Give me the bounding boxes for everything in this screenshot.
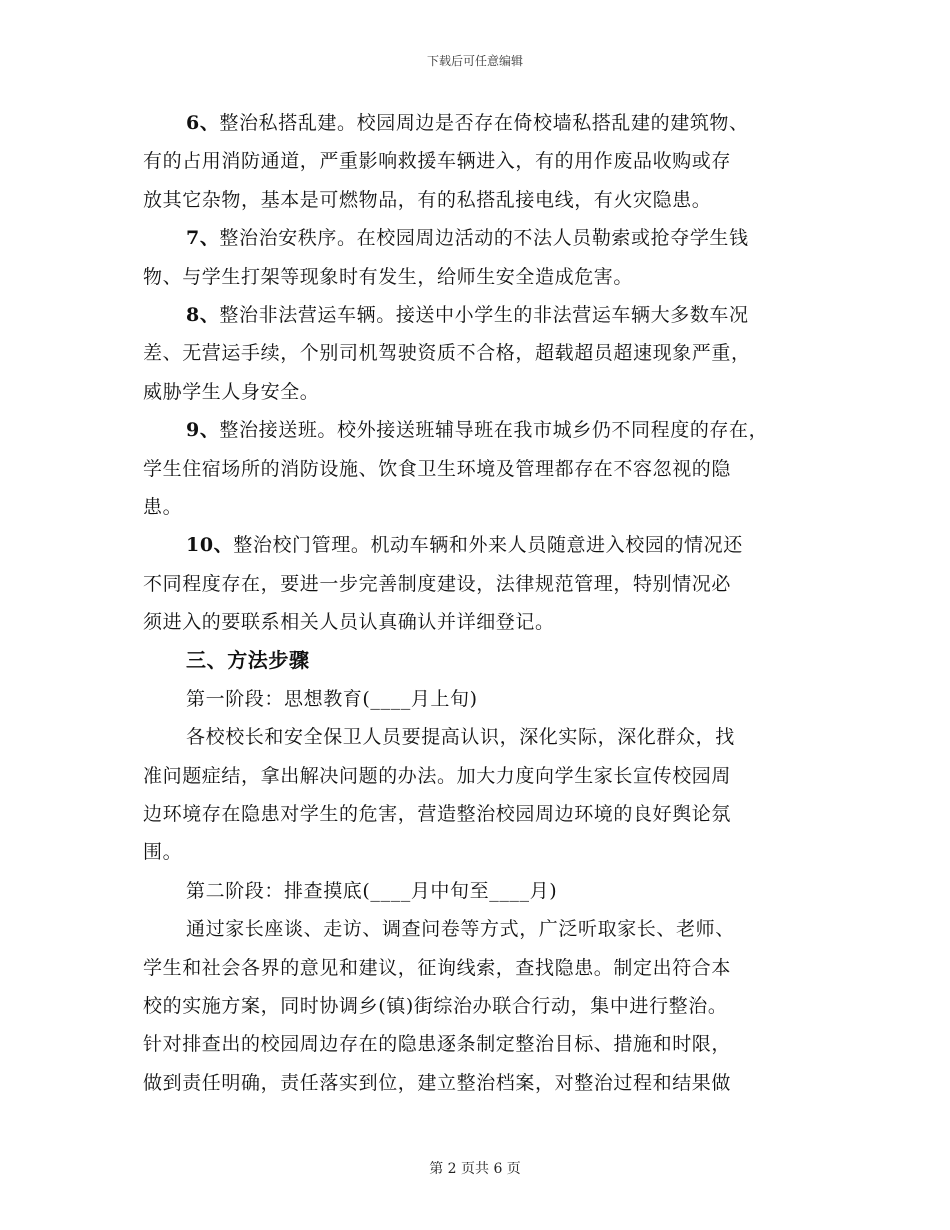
stage-1-line-2: 准问题症结，拿出解决问题的办法。加大力度向学生家长宣传校园周 — [143, 764, 732, 787]
item-text: 整治私搭乱建。校园周边是否存在倚校墙私搭乱建的建筑物、 — [219, 112, 749, 134]
item-number: 10、 — [186, 534, 234, 557]
stage-1-line-4: 围。 — [143, 841, 183, 864]
item-9-line-1 — [143, 411, 823, 449]
stage-2-title: 第二阶段：排查摸底(____月中旬至____月) — [186, 879, 558, 902]
stage-2-line-3: 校的实施方案，同时协调乡(镇)街综治办联合行动，集中进行整治。 — [143, 994, 728, 1017]
item-10-line-2: 不同程度存在，要进一步完善制度建设，法律规范管理，特别情况必 — [143, 572, 732, 595]
item-7-line-2: 物、与学生打架等现象时有发生，给师生安全造成危害。 — [143, 265, 634, 288]
item-number: 6、 — [186, 112, 220, 134]
item-number: 8、 — [186, 303, 220, 326]
item-6-line-3: 放其它杂物，基本是可燃物品，有的私搭乱接电线，有火灾隐患。 — [143, 188, 712, 211]
stage-2-line-5: 做到责任明确，责任落实到位，建立整治档案，对整治过程和结果做 — [143, 1071, 732, 1094]
page-header: 下载后可任意编辑 — [426, 54, 523, 68]
item-9-line-2: 学生住宿场所的消防设施、饮食卫生环境及管理都存在不容忽视的隐 — [143, 457, 732, 480]
stage-2-line-2: 学生和社会各界的意见和建议，征询线索，查找隐患。制定出符合本 — [143, 956, 732, 979]
item-text: 整治非法营运车辆。接送中小学生的非法营运车辆大多数车况 — [219, 303, 749, 326]
stage-2-line-4: 针对排查出的校园周边存在的隐患逐条制定整治目标、措施和时限， — [143, 1033, 732, 1056]
stage-2-line-1: 通过家长座谈、走访、调查问卷等方式，广泛听取家长、老师、 — [186, 918, 735, 941]
item-8-line-3: 威胁学生人身安全。 — [143, 380, 320, 403]
stage-1-line-3: 边环境存在隐患对学生的危害，营造整治校园周边环境的良好舆论氛 — [143, 803, 732, 826]
item-7-line-1 — [143, 219, 823, 257]
item-text: 整治校门管理。机动车辆和外来人员随意进入校园的情况还 — [233, 534, 743, 557]
item-number: 9、 — [186, 419, 220, 442]
page-footer: 第 2 页共 6 页 — [429, 1161, 521, 1177]
item-8-line-1 — [143, 296, 823, 334]
item-8-line-2: 差、无营运手续，个别司机驾驶资质不合格，超载超员超速现象严重， — [143, 342, 751, 365]
item-9-line-3: 患。 — [143, 495, 183, 518]
item-6-line-2: 有的占用消防通道，严重影响救援车辆进入，有的用作废品收购或存 — [143, 150, 732, 173]
item-6-line-1 — [143, 104, 823, 142]
item-text: 整治接送班。校外接送班辅导班在我市城乡仍不同程度的存在， — [219, 419, 769, 442]
stage-1-line-1: 各校校长和安全保卫人员要提高认识，深化实际，深化群众，找 — [186, 726, 735, 749]
document-body — [143, 104, 823, 1102]
item-text: 整治治安秩序。在校园周边活动的不法人员勒索或抢夺学生钱 — [219, 227, 749, 250]
section-title: 三、方法步骤 — [186, 648, 310, 673]
item-number: 7、 — [186, 227, 220, 250]
item-10-line-1 — [143, 526, 823, 564]
item-10-line-3: 须进入的要联系相关人员认真确认并详细登记。 — [143, 611, 555, 634]
stage-1-title: 第一阶段：思想教育(____月上旬) — [186, 687, 478, 710]
